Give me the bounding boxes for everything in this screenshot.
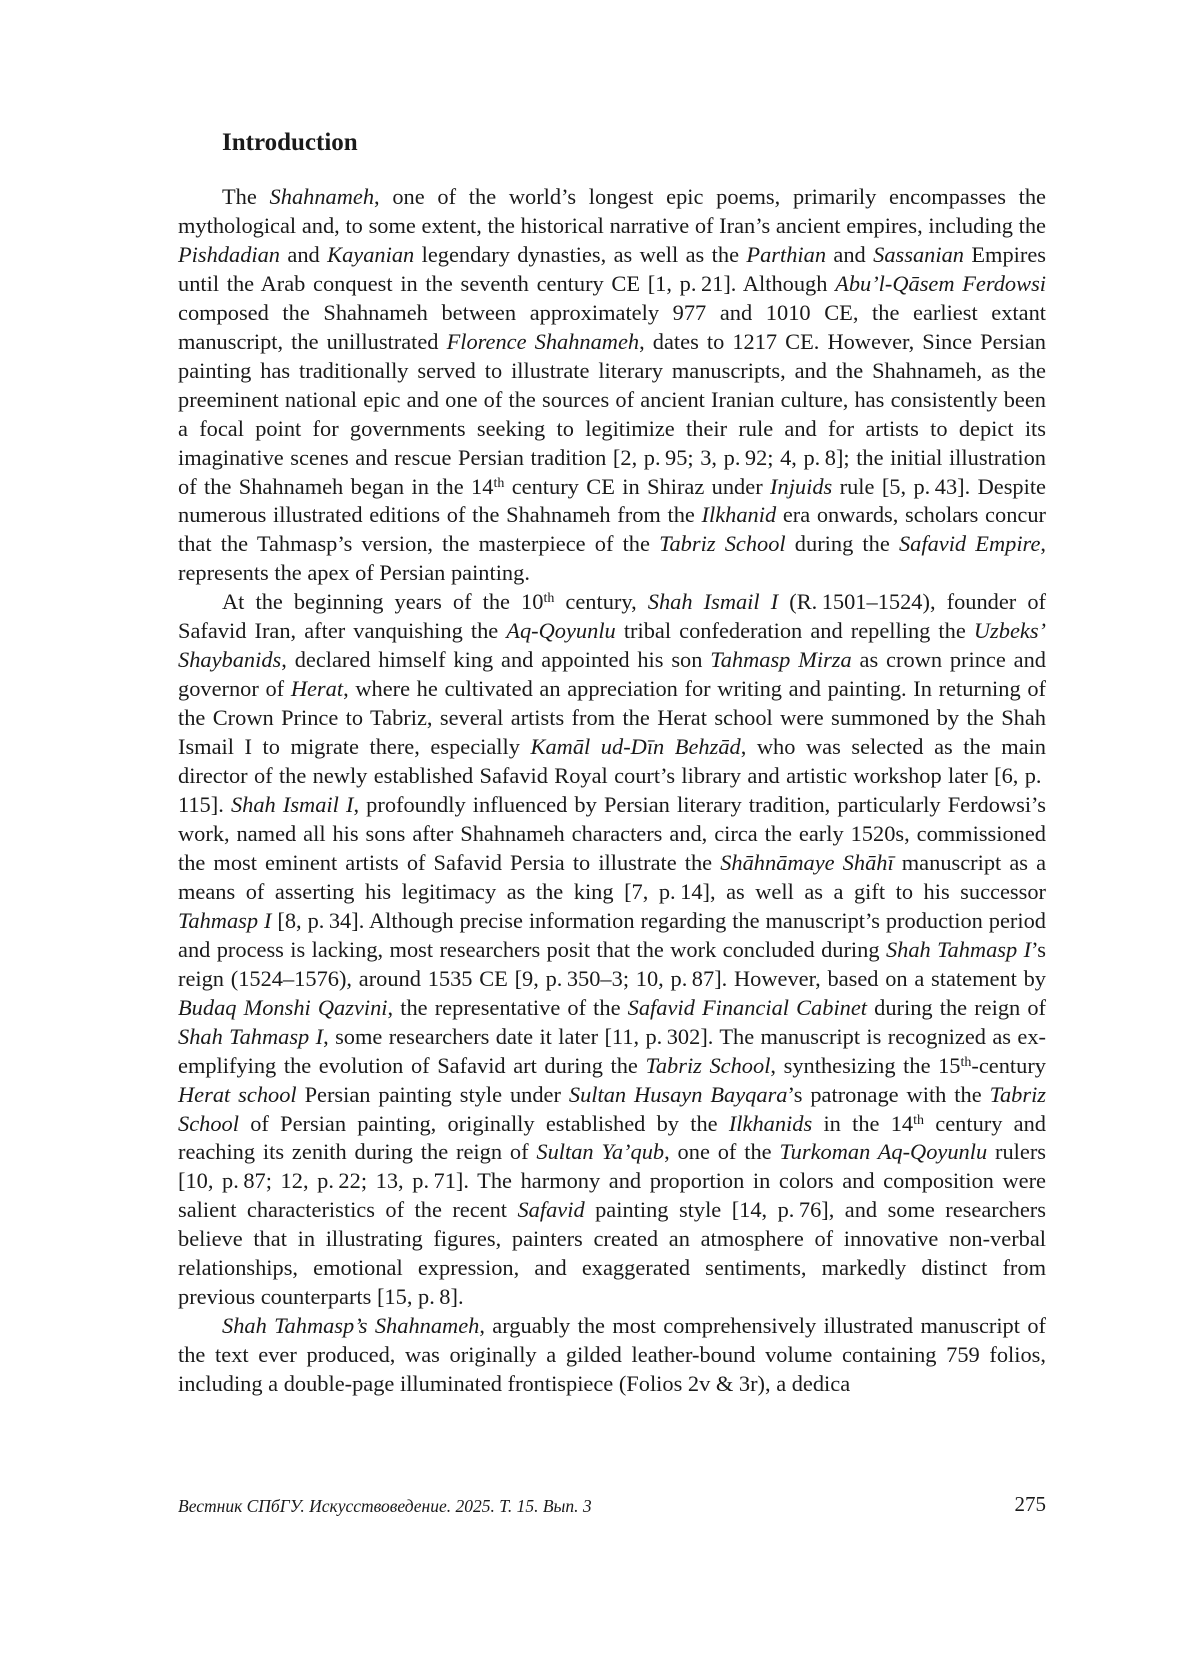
paragraph: The Shahnameh, one of the world’s longest epic poems, primarily encompasses the mythological and, to some extent, the historical narrative of Iran’s ancient empires, including the Pishdadian and Kayanian legendary dynasties, as well as the Parthian and Sassanian Empires until the Arab conquest in the seventh century CE [1, p. 21]. Although Abu’l-Qāsem Ferdowsi composed the Shahnameh between approximately 977 and 1010 CE, the earliest extant manuscript, the unillustrated Florence Shahnameh, dates to 1217 CE. However, Since Persian painting has traditionally served to illustrate literary manuscripts, and the Shahnameh, as the preeminent national epic and one of the sources of ancient Iranian culture, has consistently been a focal point for governments seeking to legitimize their rule and for artists to depict its imaginative scenes and rescue Persian tradition [2, p. 95; 3, p. 92; 4, p. 8]; the initial illustration of the Shahnameh began in the 14th century CE in Shiraz under Injuids rule [5, p. 43]. Despite numerous illustrated editions of the Shahnameh from the Ilkhanid era onwards, scholars concur that the Tahmasp’s version, the masterpiece of the Tabriz School during the Safavid Empire, represents the apex of Persian painting.: [178, 184, 1046, 586]
section-heading: Introduction: [222, 129, 358, 156]
body-text: [178, 183, 1046, 1399]
running-footer-journal: Вестник СПбГУ. Искусствоведение. 2025. Т. 15. Вып. 3: [178, 1496, 592, 1516]
paragraph: Shah Tahmasp’s Shahnameh, arguably the most comprehensively illustrated manuscript of the text ever produced, was originally a gilded leather-bound volume containing 759 folios, including a double-page illuminated frontispiece (Folios 2v & 3r), a dedica: [178, 1313, 1046, 1397]
document-page: [178, 0, 1046, 1655]
paragraph: At the beginning years of the 10th century, Shah Ismail I (R. 1501–1524), founder of Safavid Iran, after vanquishing the Aq-Qoyunlu tribal confederation and repelling the Uzbeks’ Shaybanids, declared himself king and appointed his son Tahmasp Mirza as crown prince and governor of Herat, where he cultivated an appreciation for writing and painting. In returning of the Crown Prince to Tabriz, several artists from the Herat school were summoned by the Shah Ismail I to migrate there, especially Kamāl ud-Dīn Behzād, who was selected as the main director of the newly established Safavid Royal court’s library and artistic workshop later [6, p. 115]. Shah Ismail I, profoundly influenced by Persian literary tradition, particularly Ferdowsi’s work, named all his sons after Shahnameh characters and, circa the early 1520s, commissioned the most eminent artists of Safavid Persia to illustrate the Shāhnāmaye Shāhī manuscript as a means of asserting his legitimacy as the king [7, p. 14], as well as a gift to his successor Tahmasp I [8, p. 34]. Although precise information regarding the manuscript’s production period and process is lacking, most researchers posit that the work concluded during Shah Tahmasp I’s reign (1524–1576), around 1535 CE [9, p. 350–3; 10, p. 87]. However, based on a statement by Budaq Monshi Qazvini, the representative of the Safavid Financial Cabinet during the reign of Shah Tahmasp I, some researchers date it later [11, p. 302]. The manuscript is recognized as exemplifying the evolution of Safavid art during the Tabriz School, synthesizing the 15th-century Herat school Persian painting style under Sultan Husayn Bayqara’s patronage with the Tabriz School of Persian painting, originally established by the Ilkhanids in the 14th century and reaching its zenith during the reign of Sultan Ya’qub, one of the Turkoman Aq-Qoyunlu rulers [10, p. 87; 12, p. 22; 13, p. 71]. The harmony and proportion in colors and composition were salient characteristics of the recent Safavid painting style [14, p. 76], and some researchers believe that in illustrating figures, painters created an atmosphere of innovative non-verbal relationships, emotional expression, and exaggerated sentiments, markedly distinct from previous counterparts [15, p. 8].: [178, 589, 1047, 1310]
page-number: 275: [1014, 1492, 1046, 1516]
